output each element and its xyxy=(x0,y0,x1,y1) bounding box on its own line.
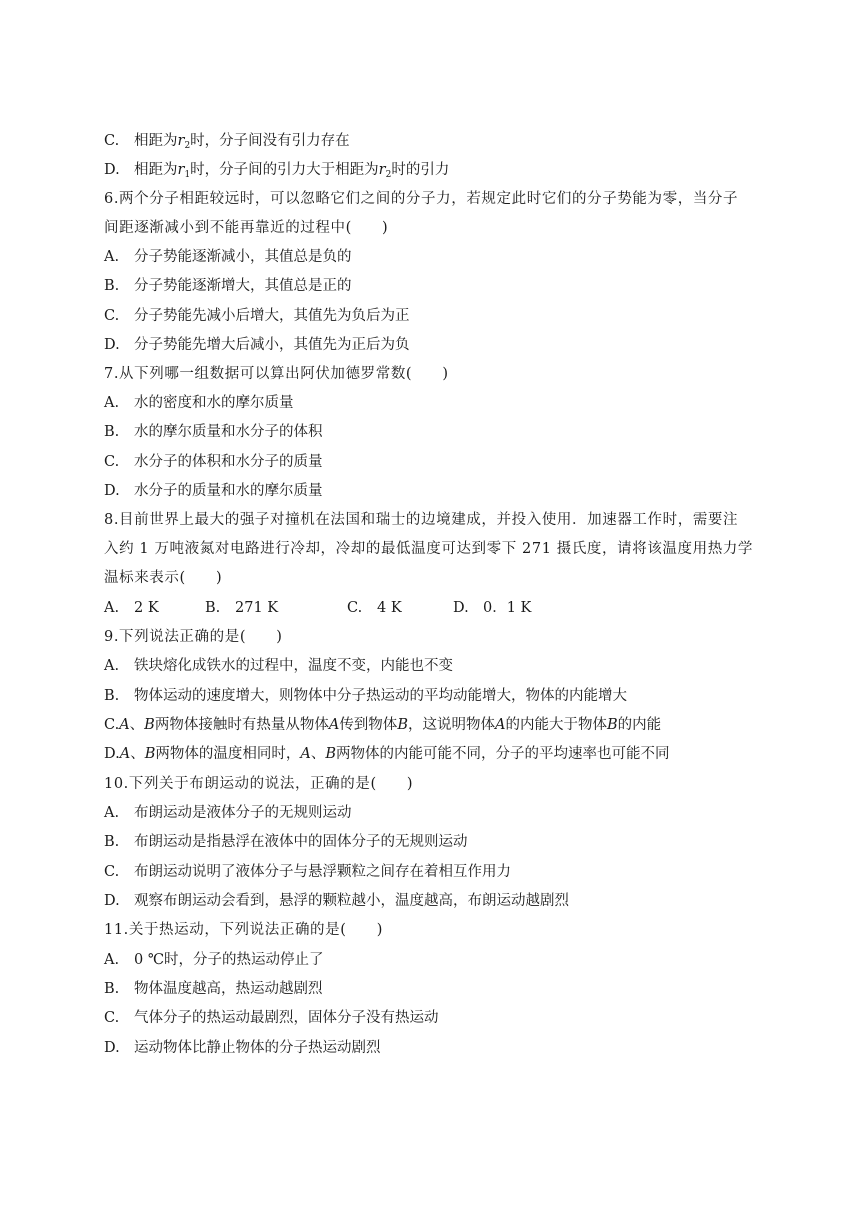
variable-b: B xyxy=(144,717,155,733)
option-text: 分子势能先减小后增大，其值先为负后为正 xyxy=(134,308,410,324)
q6-option-a xyxy=(104,247,764,267)
option-letter: D. xyxy=(104,893,120,909)
option-text: 物体运动的速度增大，则物体中分子热运动的平均动能增大，物体的内能增大 xyxy=(134,688,627,704)
option-letter: D. xyxy=(104,337,120,353)
variable-r: r xyxy=(177,162,185,178)
q6-stem-line-1: 6.两个分子相距较远时，可以忽略它们之间的分子力，若规定此时它们的分子势能为零，当分子 xyxy=(104,191,739,207)
option-text: 水分子的质量和水的摩尔质量 xyxy=(134,483,323,499)
q9-option-b xyxy=(104,686,764,706)
variable-a: A xyxy=(328,717,340,733)
option-text: 的内能大于物体 xyxy=(505,717,607,733)
option-letter: A. xyxy=(104,249,120,265)
option-letter: D. xyxy=(104,162,120,178)
option-text: 0 ℃时，分子的热运动停止了 xyxy=(134,952,324,968)
q6-stem-line-2: 间距逐渐减小到不能再靠近的过程中( ) xyxy=(104,220,389,236)
q7-stem-line-1: 7.从下列哪一组数据可以算出阿伏加德罗常数( ) xyxy=(104,366,449,382)
option-text: 271 K xyxy=(235,600,279,616)
option-letter: C. xyxy=(104,717,120,733)
option-letter: A. xyxy=(104,805,120,821)
option-letter: B. xyxy=(104,834,120,850)
q8-option-c xyxy=(347,598,402,618)
option-letter: B. xyxy=(205,600,221,616)
option-text: 两物体的温度相同时， xyxy=(155,746,301,762)
option-letter: D. xyxy=(104,1040,120,1056)
q11-option-a xyxy=(104,950,764,970)
option-text: 物体温度越高，热运动越剧烈 xyxy=(134,981,323,997)
q5-option-d xyxy=(104,160,764,182)
q6-option-d xyxy=(104,335,764,355)
q11-option-c xyxy=(104,1008,764,1028)
option-letter: B. xyxy=(104,278,120,294)
q7-option-b xyxy=(104,422,764,442)
q5-option-c xyxy=(104,131,764,153)
option-text: 2 K xyxy=(134,600,159,616)
option-text: 水分子的体积和水分子的质量 xyxy=(134,454,323,470)
separator: 、 xyxy=(310,746,326,762)
option-text: 4 K xyxy=(377,600,402,616)
option-text: 时，分子间没有引力存在 xyxy=(190,133,350,149)
option-text: 两物体接触时有热量从物体 xyxy=(154,717,329,733)
q8-stem-line-1: 8.目前世界上最大的强子对撞机在法国和瑞士的边境建成，并投入使用．加速器工作时，需要注 xyxy=(104,512,739,528)
option-text: 布朗运动说明了液体分子与悬浮颗粒之间存在着相互作用力 xyxy=(134,864,511,880)
separator: 、 xyxy=(130,746,145,762)
variable-a: A xyxy=(119,746,131,762)
option-letter: C. xyxy=(104,308,120,324)
q9-option-a xyxy=(104,656,764,676)
q10-stem-line-1: 10.下列关于布朗运动的说法，正确的是( ) xyxy=(104,776,414,792)
option-letter: A. xyxy=(104,658,120,674)
option-letter: D. xyxy=(104,746,120,762)
option-letter: A. xyxy=(104,600,120,616)
q11-option-d xyxy=(104,1038,764,1058)
option-letter: B. xyxy=(104,424,120,440)
variable-b: B xyxy=(325,746,336,762)
option-letter: D. xyxy=(453,600,469,616)
subscript: 2 xyxy=(184,141,191,151)
q9-option-d xyxy=(104,744,764,764)
option-text: 布朗运动是指悬浮在液体中的固体分子的无规则运动 xyxy=(134,834,468,850)
q11-option-b xyxy=(104,979,764,999)
variable-a: A xyxy=(119,717,130,733)
option-text: 传到物体 xyxy=(339,717,398,733)
option-text: 铁块熔化成铁水的过程中，温度不变，内能也不变 xyxy=(134,658,453,674)
variable-b: B xyxy=(397,717,408,733)
q6-option-b xyxy=(104,276,764,296)
option-letter: B. xyxy=(104,688,120,704)
option-text: 布朗运动是液体分子的无规则运动 xyxy=(134,805,352,821)
option-text: 分子势能先增大后减小，其值先为正后为负 xyxy=(134,337,410,353)
option-text: 水的密度和水的摩尔质量 xyxy=(134,395,294,411)
option-text: 相距为 xyxy=(134,133,178,149)
variable-r: r xyxy=(378,162,386,178)
q7-option-c xyxy=(104,452,764,472)
q8-option-d xyxy=(453,598,531,618)
option-letter: C. xyxy=(104,133,120,149)
variable-a: A xyxy=(300,746,311,762)
option-text: 分子势能逐渐减小，其值总是负的 xyxy=(134,249,352,265)
option-text: 运动物体比静止物体的分子热运动剧烈 xyxy=(134,1040,381,1056)
q8-stem-line-2: 入约 1 万吨液氮对电路进行冷却，冷却的最低温度可达到零下 271 摄氏度，请将该温度用热力学 xyxy=(104,541,754,557)
option-text: 0．1 K xyxy=(483,600,532,616)
q7-option-a xyxy=(104,393,764,413)
option-letter: A. xyxy=(104,952,120,968)
q8-stem-line-3: 温标来表示( ) xyxy=(104,570,223,586)
q10-option-d xyxy=(104,891,764,911)
q8-options-row xyxy=(104,598,764,618)
option-text: ，这说明物体 xyxy=(407,717,495,733)
variable-b: B xyxy=(144,746,156,762)
q9-option-c xyxy=(104,715,764,735)
q6-option-c xyxy=(104,306,764,326)
option-letter: B. xyxy=(104,981,120,997)
option-text: 观察布朗运动会看到，悬浮的颗粒越小，温度越高，布朗运动越剧烈 xyxy=(134,893,569,909)
option-text: 两物体的内能可能不同，分子的平均速率也可能不同 xyxy=(336,746,670,762)
option-letter: D. xyxy=(104,483,120,499)
variable-r: r xyxy=(177,133,185,149)
option-text: 分子势能逐渐增大，其值总是正的 xyxy=(134,278,352,294)
q10-option-b xyxy=(104,832,764,852)
option-letter: C. xyxy=(104,454,120,470)
option-letter: C. xyxy=(347,600,363,616)
q8-option-a xyxy=(104,598,159,618)
q10-option-a xyxy=(104,803,764,823)
option-text: 的内能 xyxy=(617,717,662,733)
subscript: 2 xyxy=(385,170,392,180)
option-text: 气体分子的热运动最剧烈，固体分子没有热运动 xyxy=(134,1010,439,1026)
variable-a: A xyxy=(494,717,506,733)
separator: 、 xyxy=(129,717,145,733)
q11-stem-line-1: 11.关于热运动，下列说法正确的是( ) xyxy=(104,922,383,938)
option-letter: C. xyxy=(104,1010,120,1026)
q10-option-c xyxy=(104,862,764,882)
option-letter: C. xyxy=(104,864,120,880)
option-text: 相距为 xyxy=(134,162,178,178)
option-text: 时的引力 xyxy=(391,162,450,178)
option-text: 水的摩尔质量和水分子的体积 xyxy=(134,424,323,440)
option-letter: A. xyxy=(104,395,120,411)
q8-option-b xyxy=(205,598,278,618)
variable-b: B xyxy=(606,717,618,733)
subscript: 1 xyxy=(184,170,191,180)
q7-option-d xyxy=(104,481,764,501)
option-text: 时，分子间的引力大于相距为 xyxy=(190,162,379,178)
q9-stem-line-1: 9.下列说法正确的是( ) xyxy=(104,629,283,645)
